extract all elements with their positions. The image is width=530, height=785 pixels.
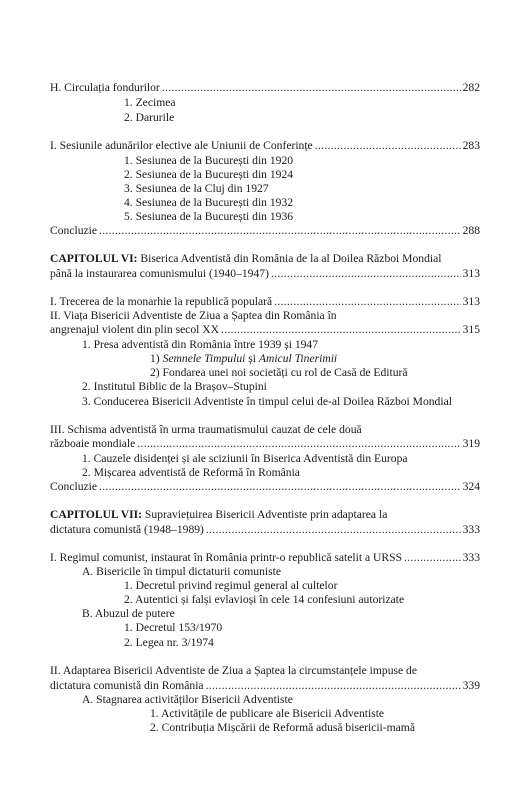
- page-number: 283: [462, 139, 480, 152]
- publication-title: Amicul Tinerimii: [258, 352, 338, 365]
- toc-subentry: 3. Conducerea Bisericii Adventiste în timpul celui de-al Doilea Război Mondial: [82, 395, 452, 408]
- toc-entry-c6-ii-line2: [50, 323, 480, 337]
- page-number: 324: [462, 480, 480, 493]
- entry-title: Concluzie: [50, 224, 98, 237]
- toc-subentry: 2. Mișcarea adventistă de Reformă în România: [82, 466, 300, 479]
- toc-subsubentry: 2) Fondarea unei noi societăți cu rol de Casă de Editură: [150, 366, 408, 379]
- publication-title: Semnele Timpului: [162, 352, 246, 365]
- dot-leader: [162, 81, 461, 95]
- toc-subsubentry: 1. Activitățile de publicare ale Bisericii Adventiste: [150, 707, 385, 720]
- toc-subentry: 1. Zecimea: [124, 96, 176, 109]
- toc-subentry: 1. Cauzele disidenței și ale sciziunii în Biserica Adventistă din Europa: [82, 452, 408, 465]
- toc-entry-c6-iii-line2: [50, 437, 480, 451]
- chapter-title: până la instaurarea comunismului (1940–1947): [50, 267, 269, 280]
- dot-leader: [99, 480, 461, 494]
- toc-subentry: A. Stagnarea activităților Bisericii Adventiste: [82, 693, 293, 706]
- page-number: 282: [462, 81, 480, 94]
- toc-subsubentry: 1. Decretul 153/1970: [124, 621, 223, 634]
- toc-entry-c6-i: [50, 295, 480, 309]
- page-number: 333: [462, 523, 480, 536]
- toc-entry-i: [50, 139, 480, 153]
- toc-entry-c6-ii: II. Viața Bisericii Adventiste de Ziua a Șaptea din România în: [50, 309, 337, 322]
- entry-title: războaie mondiale: [50, 437, 136, 450]
- entry-title: dictatura comunistă din România: [50, 679, 204, 692]
- toc-subentry: 2. Institutul Biblic de la Brașov–Stupini: [82, 380, 267, 393]
- entry-title: H. Circulația fondurilor: [50, 81, 160, 94]
- toc-entry-c7-ii: II. Adaptarea Bisericii Adventiste de Ziua a Șaptea la circumstanțele impuse de: [50, 664, 418, 677]
- dot-leader: [137, 437, 460, 451]
- chapter-title: Supraviețuirea Bisericii Adventiste prin adaptarea la: [142, 508, 388, 521]
- page-number: 313: [462, 267, 480, 280]
- toc-subsubentry: 1. Decretul privind regimul general al cultelor: [124, 579, 338, 592]
- toc-subentry: B. Abuzul de putere: [82, 607, 175, 620]
- page-number: 313: [462, 295, 480, 308]
- page-number: 319: [462, 437, 480, 450]
- chapter-label: CAPITOLUL VII:: [50, 508, 143, 521]
- dot-leader: [404, 551, 461, 565]
- page-number: 333: [462, 551, 480, 564]
- conjunction: și: [245, 352, 259, 365]
- entry-title: I. Regimul comunist, instaurat în România printr-o republică satelit a URSS: [50, 551, 403, 564]
- item-number: 1): [150, 352, 160, 365]
- dot-leader: [206, 523, 461, 537]
- toc-subentry: 1. Presa adventistă din România între 1939 și 1947: [82, 338, 319, 351]
- page-number: 288: [462, 224, 480, 237]
- dot-leader: [315, 139, 461, 153]
- toc-entry-concluzie: [50, 224, 480, 238]
- dot-leader: [99, 224, 461, 238]
- toc-subsubentry: [150, 352, 530, 366]
- chapter-heading-vii: [50, 508, 480, 522]
- toc-entry-c6-iii: III. Schisma adventistă în urma traumatismului cauzat de cele două: [50, 423, 362, 436]
- toc-subentry: 1. Sesiunea de la București din 1920: [124, 154, 294, 167]
- page-number: 339: [462, 679, 480, 692]
- dot-leader: [206, 679, 461, 693]
- entry-title: angrenajul violent din plin secol XX: [50, 323, 220, 336]
- toc-subentry: 2. Sesiunea de la București din 1924: [124, 168, 294, 181]
- chapter-title: Biserica Adventistă din România de la al Doilea Război Mondial: [137, 252, 442, 265]
- chapter-heading-vi: [50, 252, 480, 266]
- toc-entry-c7-i: [50, 551, 480, 565]
- toc-subentry: 5. Sesiunea de la București din 1936: [124, 210, 294, 223]
- toc-subsubentry: 2. Autentici și falși evlavioși în cele 14 confesiuni autorizate: [124, 593, 405, 606]
- toc-subentry: 3. Sesiunea de la Cluj din 1927: [124, 182, 269, 195]
- dot-leader: [221, 323, 461, 337]
- toc-subsubentry: 2. Contribuția Mișcării de Reformă adusă bisericii-mamă: [150, 721, 415, 734]
- entry-title: I. Sesiunile adunărilor elective ale Uniunii de Conferințe: [50, 139, 313, 152]
- chapter-title: dictatura comunistă (1948–1989): [50, 523, 204, 536]
- entry-title: I. Trecerea de la monarhie la republică populară: [50, 295, 273, 308]
- chapter-heading-vi-line2: [50, 267, 480, 281]
- toc-entry-concluzie: [50, 480, 480, 494]
- dot-leader: [271, 267, 461, 281]
- entry-title: Concluzie: [50, 480, 98, 493]
- dot-leader: [274, 295, 460, 309]
- chapter-heading-vii-line2: [50, 523, 480, 537]
- toc-entry-h: [50, 81, 480, 95]
- toc-subentry: 2. Darurile: [124, 111, 175, 124]
- toc-subentry: A. Bisericile în timpul dictaturii comuniste: [82, 565, 281, 578]
- toc-subsubentry: 2. Legea nr. 3/1974: [124, 636, 214, 649]
- toc-subentry: 4. Sesiunea de la București din 1932: [124, 196, 294, 209]
- chapter-label: CAPITOLUL VI:: [50, 252, 138, 265]
- toc-entry-c7-ii-line2: [50, 679, 480, 693]
- page-number: 315: [462, 323, 480, 336]
